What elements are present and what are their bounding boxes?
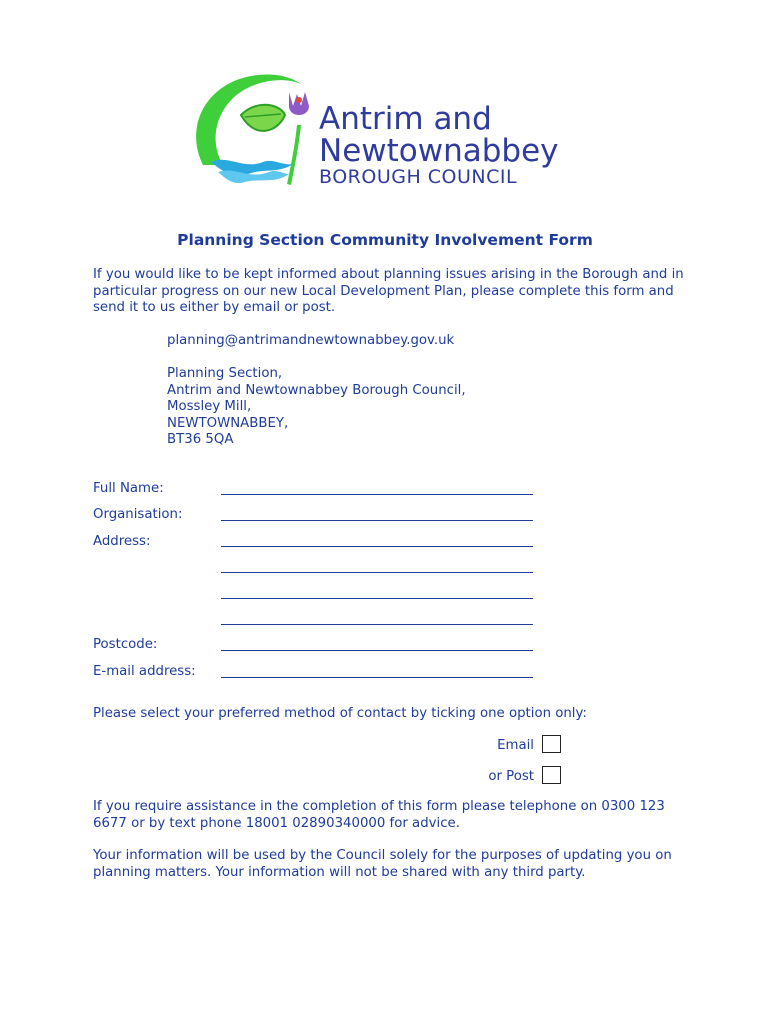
postcode-label: Postcode: — [93, 637, 158, 652]
privacy-paragraph: Your information will be used by the Council solely for the purposes of updating you on planning matters. Your information will not be shared with any third party. — [93, 848, 672, 880]
logo-newtownabbey: Newtownabbey — [319, 133, 559, 169]
assistance-paragraph: If you require assistance in the completion of this form please telephone on 0300 123 6677 or by text phone 18001 02890340000 for advice. — [93, 799, 665, 831]
logo-wordmark — [319, 102, 559, 188]
full-name-field[interactable] — [221, 494, 533, 495]
email-address-label: E-mail address: — [93, 664, 196, 679]
post-checkbox[interactable] — [542, 766, 561, 784]
full-name-label: Full Name: — [93, 481, 164, 496]
intro-paragraph: If you would like to be kept informed about planning issues arising in the Borough and in particular progress on our new Local Development Plan, please complete this form and send it to us either by email or post. — [93, 267, 684, 315]
organisation-field[interactable] — [221, 520, 533, 521]
logo-line1 — [319, 102, 559, 136]
contact-method-question: Please select your preferred method of contact by ticking one option only: — [93, 706, 587, 721]
email-address-field[interactable] — [221, 677, 533, 678]
postal-address — [167, 366, 466, 449]
address-label: Address: — [93, 534, 151, 549]
address-line: BT36 5QA — [167, 432, 234, 447]
email-checkbox[interactable] — [542, 735, 561, 753]
address-line: Mossley Mill, — [167, 399, 252, 414]
address-field-2[interactable] — [221, 572, 533, 573]
address-line: Planning Section, — [167, 366, 283, 381]
address-line: NEWTOWNABBEY, — [167, 415, 289, 431]
logo-borough-council: BOROUGH COUNCIL — [319, 166, 518, 188]
logo-antrim: Antrim — [319, 101, 424, 137]
address-field-4[interactable] — [221, 624, 533, 625]
address-field-3[interactable] — [221, 598, 533, 599]
address-line: Antrim and Newtownabbey Borough Council, — [167, 382, 466, 398]
logo-and: and — [433, 101, 492, 137]
postcode-field[interactable] — [221, 650, 533, 651]
contact-email: planning@antrimandnewtownabbey.gov.uk — [167, 333, 455, 348]
form-title: Planning Section Community Involvement Form — [177, 231, 593, 249]
organisation-label: Organisation: — [93, 507, 183, 522]
post-option-label: or Post — [488, 769, 534, 784]
address-field-1[interactable] — [221, 546, 533, 547]
council-logo — [183, 70, 593, 190]
email-option-label: Email — [497, 738, 534, 753]
logo-emblem — [183, 70, 323, 190]
